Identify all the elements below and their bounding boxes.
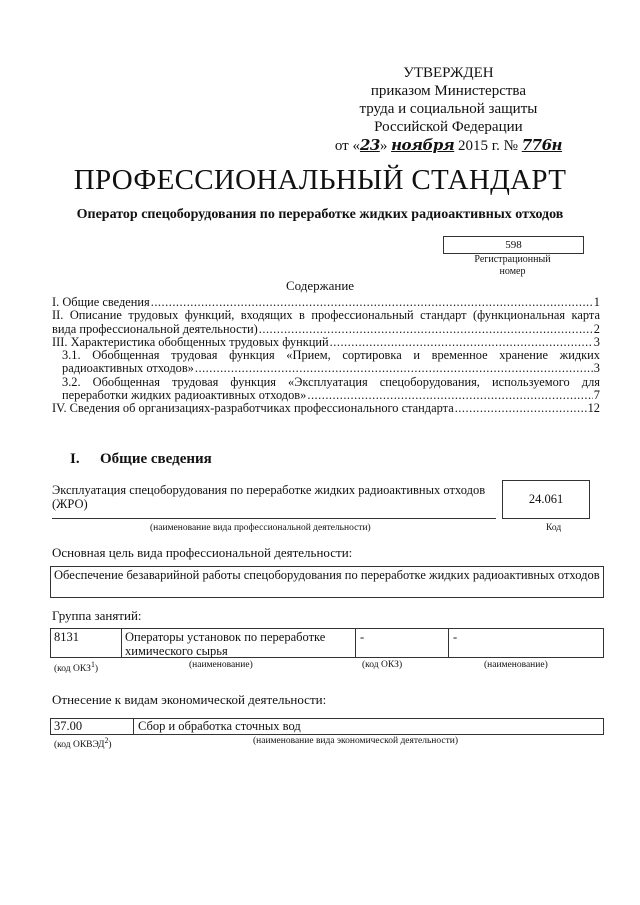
- document-title: ПРОФЕССИОНАЛЬНЫЙ СТАНДАРТ: [73, 164, 567, 196]
- approval-title: УТВЕРЖДЕН: [403, 65, 494, 81]
- approval-month: ноября: [391, 136, 455, 154]
- main-goal-label: Основная цель вида профессиональной деятельности:: [52, 545, 353, 560]
- toc-item[interactable]: II. Описание трудовых функций, входящих в профессиональный стандарт (функциональная карта вида профессиональной деятельности) ..... 2: [52, 309, 600, 336]
- toc-item[interactable]: IV. Сведения об организациях-разработчиках профессионального стандарта ..... 12: [52, 402, 600, 415]
- approval-number: 776н: [521, 136, 562, 154]
- activity-code-caption: Код: [546, 523, 562, 533]
- activity-underline: [52, 518, 496, 519]
- toc-heading: Содержание: [285, 278, 355, 293]
- group-code-cell: -: [356, 629, 449, 657]
- group-name-caption: (наименование): [189, 660, 253, 670]
- economic-table: [50, 718, 604, 735]
- registration-number-label: Регистрационный номер: [474, 254, 551, 277]
- economic-label: Отнесение к видам экономической деятельности:: [52, 692, 327, 707]
- document-subtitle: Оператор спецоборудования по переработке жидких радиоактивных отходов: [76, 207, 564, 222]
- group-name-cell: -: [453, 630, 458, 644]
- activity-code-box: 24.061: [502, 480, 590, 519]
- activity-name: Эксплуатация спецоборудования по переработке жидких радиоактивных отходов (ЖРО): [52, 483, 486, 511]
- toc-item[interactable]: I. Общие сведения ..... 1: [52, 296, 600, 309]
- toc-item[interactable]: 3.1. Обобщенная трудовая функция «Прием, сортировка и временное хранение жидких радиоактивных отходов» ..... 3: [52, 349, 600, 376]
- group-name-caption: (наименование): [484, 660, 548, 670]
- economic-name-cell: Сбор и обработка сточных вод: [138, 719, 301, 733]
- main-goal-box: Обеспечение безаварийной работы спецоборудования по переработке жидких радиоактивных отходов: [50, 566, 604, 598]
- approval-line: Российской Федерации: [374, 119, 523, 135]
- toc-item[interactable]: III. Характеристика обобщенных трудовых функций ..... 3: [52, 336, 600, 349]
- approval-line: труда и социальной защиты: [359, 101, 538, 117]
- economic-name-caption: (наименование вида экономической деятельности): [253, 736, 458, 746]
- group-table: [50, 628, 604, 658]
- group-code-caption: (код ОКЗ$^1$): [54, 660, 99, 675]
- approval-day: 23: [359, 136, 380, 154]
- economic-code-caption: (код ОКВЭД$^2$): [54, 736, 112, 751]
- approval-date-line: от «23» ноября 2015 г. № 776н: [334, 136, 562, 154]
- approval-block: [335, 64, 562, 155]
- section-heading: I. Общие сведения: [70, 451, 212, 467]
- group-code-cell: 8131: [51, 629, 122, 657]
- table-of-contents: [52, 296, 600, 416]
- economic-code-cell: 37.00: [51, 719, 134, 734]
- activity-name-caption: (наименование вида профессиональной деятельности): [150, 523, 371, 533]
- toc-item[interactable]: 3.2. Обобщенная трудовая функция «Эксплуатация спецоборудования, используемого для переработки жидких радиоактивных отходов» ..... 7: [52, 376, 600, 403]
- group-label: Группа занятий:: [52, 608, 142, 623]
- group-name-cell: Операторы установок по переработке химического сырья: [122, 629, 356, 657]
- registration-number-box: 598: [443, 236, 584, 254]
- approval-line: приказом Министерства: [370, 83, 526, 99]
- group-code-caption: (код ОКЗ): [362, 660, 403, 670]
